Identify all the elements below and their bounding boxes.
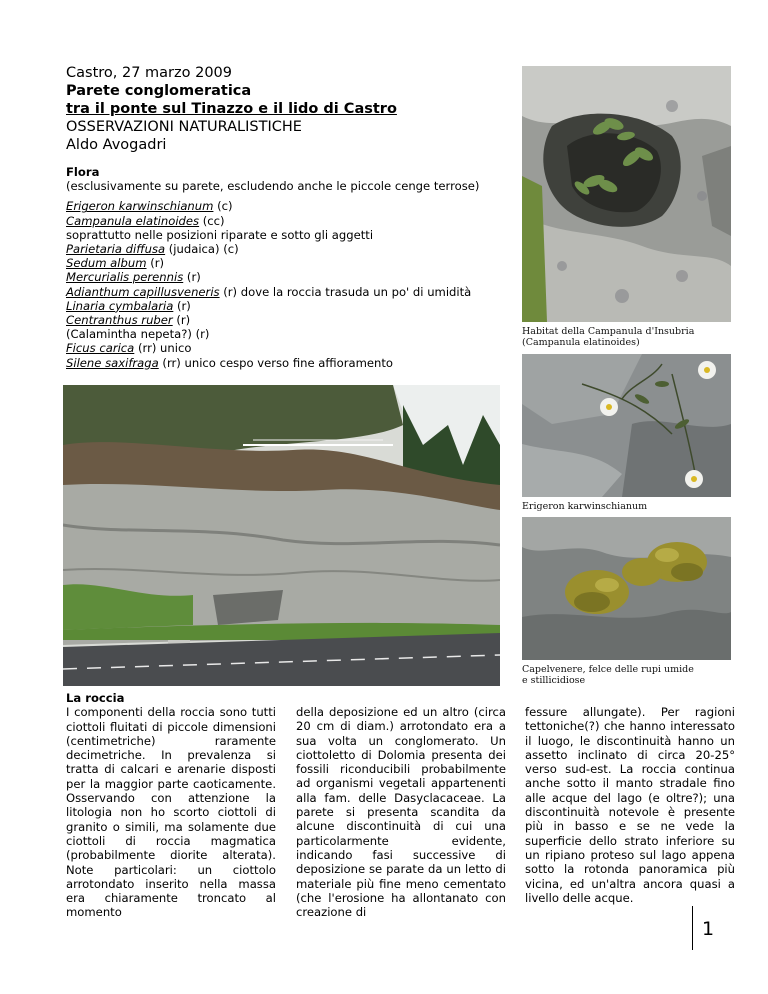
roccia-heading: La roccia <box>66 691 125 705</box>
species-note: (r) <box>173 298 191 313</box>
species-list-item <box>66 356 506 370</box>
species-list-item <box>66 214 506 228</box>
document-header <box>66 64 397 154</box>
species-note: (r) <box>146 256 165 271</box>
species-note: (judaica) (c) <box>165 242 239 257</box>
species-list-item <box>66 270 506 284</box>
species-name: Linaria cymbalaria <box>66 298 174 313</box>
erigeron-photo <box>522 354 731 497</box>
roccia-text-3: fessure allungate). Per ragioni tettoniche(?) che hanno interessato il luogo, le discontinuità hanno un assetto inclinato di circa 20-25° verso sud-est. La roccia continua anche sotto il manto stradale fino alle acque del lago (e oltre?); una discontinuità notevole è presente più in basso e se ne vede la superficie dello strato inferiore su un ripiano proteso sul lago appena sotto la rotonda panoramica più vicina, ed un'altra ancora quasi a livello delle acque. <box>525 705 735 905</box>
page-number-divider <box>692 906 693 950</box>
species-name: Centranthus ruber <box>66 313 173 328</box>
capelvenere-photo <box>522 517 731 660</box>
caption-line: Habitat della Campanula d'Insubria <box>522 326 695 337</box>
campanula-caption <box>522 326 694 348</box>
caption-line: e stillicidiose <box>522 675 586 686</box>
page-number: 1 <box>702 918 715 940</box>
campanula-photo <box>522 66 731 322</box>
species-note: (c) <box>213 199 233 214</box>
species-note: (cc) <box>199 213 225 228</box>
species-name: Adianthum capillusveneris <box>66 284 220 299</box>
species-note: (r) <box>172 313 191 328</box>
species-name: Erigeron karwinschianum <box>66 199 214 214</box>
species-name: Campanula elatinoides <box>66 213 200 228</box>
species-name: Mercurialis perennis <box>66 270 184 285</box>
species-list-item <box>66 199 506 213</box>
subtitle: OSSERVAZIONI NATURALISTICHE <box>66 119 302 135</box>
species-list <box>66 199 506 369</box>
species-list-item <box>66 242 506 256</box>
species-note: (r) <box>183 270 201 285</box>
species-list-item <box>66 285 506 299</box>
species-name: Silene saxifraga <box>66 355 159 370</box>
capelvenere-caption <box>522 664 694 686</box>
roccia-column-3 <box>525 705 735 905</box>
roccia-column-1 <box>66 691 276 920</box>
author: Aldo Avogadri <box>66 137 167 153</box>
roccia-text-1: I componenti della roccia sono tutti ciottoli fluitati di piccole dimensioni (centimetriche) raramente decimetriche. In prevalenza si tratta di calcari e arenarie disposti per la maggior parte caoticamente. Osservando con attenzione la litologia non ho scorto ciottoli di granito o simili, ma solamente due ciottoli di roccia magmatica (probabilmente diorite alterata). Note particolari: un ciottolo arrotondato inserito nella massa era chiaramente troncato al momento <box>66 705 276 920</box>
species-list-item <box>66 256 506 270</box>
species-note: (Calamintha nepeta?) (r) <box>66 327 210 342</box>
species-list-item <box>66 228 506 242</box>
species-name: Ficus carica <box>66 341 135 356</box>
page-title-line-2: tra il ponte sul Tinazzo e il lido di Castro <box>66 101 397 117</box>
flora-intro: (esclusivamente su parete, escludendo anche le piccole cenge terrose) <box>66 179 480 194</box>
species-list-item <box>66 327 506 341</box>
species-list-item <box>66 313 506 327</box>
flora-heading: Flora <box>66 165 100 179</box>
rock-wall-photo <box>63 385 500 686</box>
flora-section <box>66 165 506 370</box>
species-note: (rr) unico <box>134 341 192 356</box>
page-title: Parete conglomeratica <box>66 83 252 99</box>
caption-line: (Campanula elatinoides) <box>522 337 640 348</box>
date-line: Castro, 27 marzo 2009 <box>66 65 233 81</box>
species-name: Sedum album <box>66 256 147 271</box>
species-name: Parietaria diffusa <box>66 242 166 257</box>
species-note: (rr) unico cespo verso fine affioramento <box>158 355 393 370</box>
erigeron-caption: Erigeron karwinschianum <box>522 501 648 512</box>
caption-line: Capelvenere, felce delle rupi umide <box>522 664 694 675</box>
species-list-item <box>66 299 506 313</box>
roccia-text-2: della deposizione ed un altro (circa 20 cm di diam.) arrotondato era a sua volta un conglomerato. Un ciottoletto di Dolomia presenta dei fossili riconducibili probabilmente ad organismi vegetali appartenenti alla fam. delle Dasyclacaceae. La parete si presenta scandita da alcune discontinuità di cui una particolarmente evidente, indicando fasi successive di deposizione se parate da un letto di materiale più fine meno cementato (che l'erosione ha allontanato con creazione di <box>296 705 506 920</box>
species-note: soprattutto nelle posizioni riparate e sotto gli aggetti <box>66 227 374 242</box>
roccia-column-2 <box>296 705 506 919</box>
species-note: (r) dove la roccia trasuda un po' di umidità <box>219 284 472 299</box>
species-list-item <box>66 341 506 355</box>
